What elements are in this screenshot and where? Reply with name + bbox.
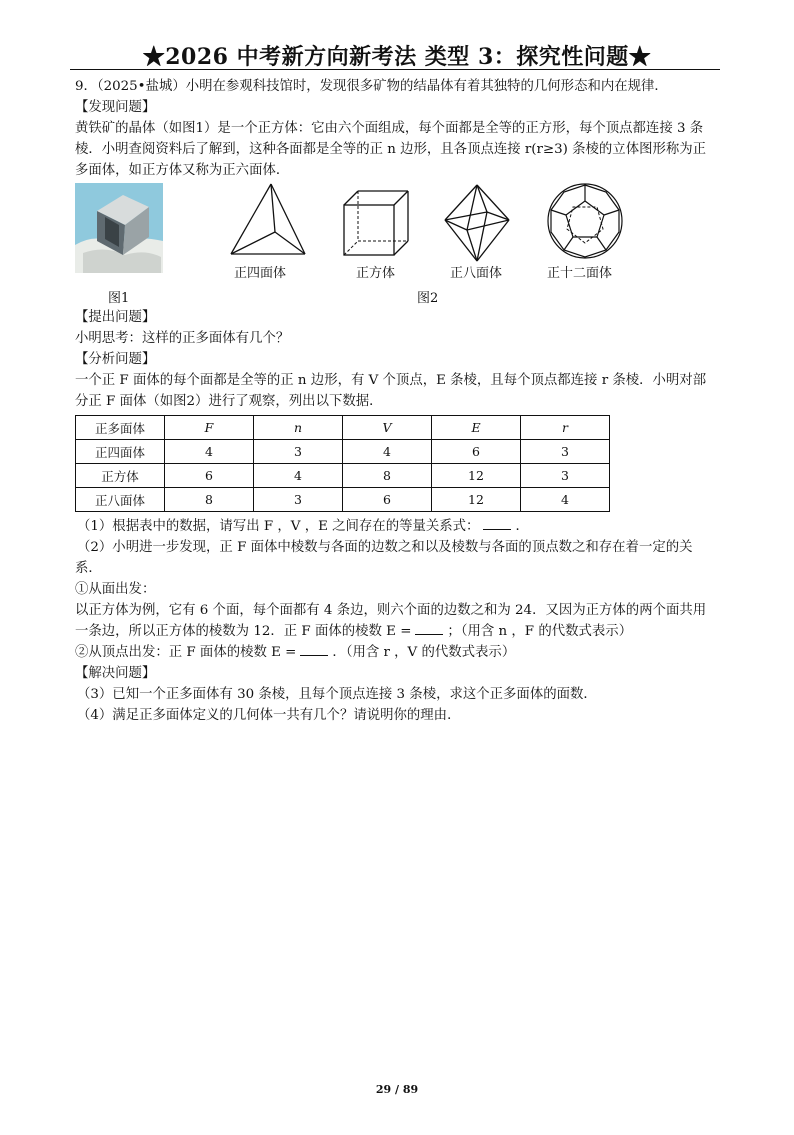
figure-1-caption: 图1 — [108, 291, 130, 306]
paragraph-1-line-2: 棱．小明查阅资料后了解到，这种各面都是全等的正 n 边形，且各顶点连接 r(r≥3) 条棱的立体图形称为正 — [75, 142, 707, 157]
header-rule — [70, 69, 720, 70]
table-cell: 6 — [432, 440, 521, 464]
section-discover: 【发现问题】 — [75, 100, 156, 115]
pyrite-crystal-photo — [75, 183, 163, 273]
problem-intro: 9．（2025•盐城）小明在参观科技馆时，发现很多矿物的结晶体有着其独特的几何形态和内在规律． — [75, 79, 668, 94]
table-cell: 正八面体 — [76, 488, 165, 512]
question-4: （4）满足正多面体定义的几何体一共有几个？请说明你的理由． — [77, 708, 461, 723]
octahedron-diagram — [441, 182, 513, 264]
table-cell: 4 — [521, 488, 610, 512]
table-row — [76, 488, 610, 512]
table-header-cell: F — [165, 416, 254, 440]
question-2a-title: ①从面出发： — [75, 582, 156, 597]
table-cell: 12 — [432, 488, 521, 512]
cube-label: 正方体 — [356, 266, 396, 281]
table-header-row — [76, 416, 610, 440]
paragraph-2: 小明思考：这样的正多面体有几个？ — [75, 331, 290, 346]
question-2a-line-1: 以正方体为例，它有 6 个面，每个面都有 4 条边，则六个面的边数之和为 24．又因为正方体的两个面共用 — [75, 603, 707, 618]
question-2a-line-2: 一条边，所以正方体的棱数为 12．正 F 面体的棱数 E = ；（用含 n ，F 的代数式表示） — [75, 624, 633, 639]
table-header-cell: n — [254, 416, 343, 440]
section-analysis: 【分析问题】 — [75, 352, 156, 367]
table-cell: 8 — [343, 464, 432, 488]
paragraph-1-line-1: 黄铁矿的晶体（如图1）是一个正方体：它由六个面组成，每个面都是全等的正方形，每个顶点都连接 3 条 — [75, 121, 704, 136]
answer-blank-3[interactable] — [300, 645, 328, 656]
paragraph-1-line-3: 多面体，如正方体又称为正六面体． — [75, 163, 290, 178]
answer-blank-2[interactable] — [415, 624, 443, 635]
figure-2-caption: 图2 — [417, 291, 439, 306]
table-header-cell: r — [521, 416, 610, 440]
table-cell: 6 — [165, 464, 254, 488]
tetrahedron-diagram — [227, 180, 309, 260]
question-1: （1）根据表中的数据，请写出 F ，V ，E 之间存在的等量关系式： ． — [77, 519, 529, 534]
question-2-line-1: （2）小明进一步发现，正 F 面体中棱数与各面的边数之和以及棱数与各面的顶点数之和存在着一定的关 — [77, 540, 693, 555]
table-cell: 3 — [521, 464, 610, 488]
table-cell: 12 — [432, 464, 521, 488]
table-cell: 3 — [254, 440, 343, 464]
table-cell: 3 — [521, 440, 610, 464]
octahedron-label: 正八面体 — [450, 266, 503, 281]
table-cell: 4 — [254, 464, 343, 488]
table-cell: 6 — [343, 488, 432, 512]
question-2-line-2: 系． — [75, 561, 102, 576]
section-question: 【提出问题】 — [75, 310, 156, 325]
table-header-cell: E — [432, 416, 521, 440]
section-solve: 【解决问题】 — [75, 666, 156, 681]
figure-area — [75, 180, 635, 305]
table-row — [76, 464, 610, 488]
question-2b: ②从顶点出发：正 F 面体的棱数 E = ．（用含 r ，V 的代数式表示） — [75, 645, 516, 660]
answer-blank-1[interactable] — [483, 519, 511, 530]
table-header-cell: 正多面体 — [76, 416, 165, 440]
page-number: 29 / 89 — [375, 1083, 419, 1096]
table-cell: 3 — [254, 488, 343, 512]
dodecahedron-label: 正十二面体 — [547, 266, 613, 281]
table-cell: 正方体 — [76, 464, 165, 488]
paragraph-3-line-2: 分正 F 面体（如图2）进行了观察，列出以下数据． — [75, 394, 383, 409]
question-3: （3）已知一个正多面体有 30 条棱，且每个顶点连接 3 条棱，求这个正多面体的面数． — [77, 687, 597, 702]
cube-diagram — [340, 187, 412, 259]
table-cell: 正四面体 — [76, 440, 165, 464]
table-cell: 4 — [343, 440, 432, 464]
table-cell: 8 — [165, 488, 254, 512]
dodecahedron-diagram — [545, 181, 625, 261]
table-row — [76, 440, 610, 464]
table-cell: 4 — [165, 440, 254, 464]
tetrahedron-label: 正四面体 — [234, 266, 287, 281]
page-title: ★2026 中考新方向新考法 类型 3：探究性问题★ — [142, 44, 652, 70]
table-header-cell: V — [343, 416, 432, 440]
paragraph-3-line-1: 一个正 F 面体的每个面都是全等的正 n 边形，有 V 个顶点，E 条棱，且每个顶点都连接 r 条棱．小明对部 — [75, 373, 707, 388]
polyhedra-table — [75, 415, 610, 512]
